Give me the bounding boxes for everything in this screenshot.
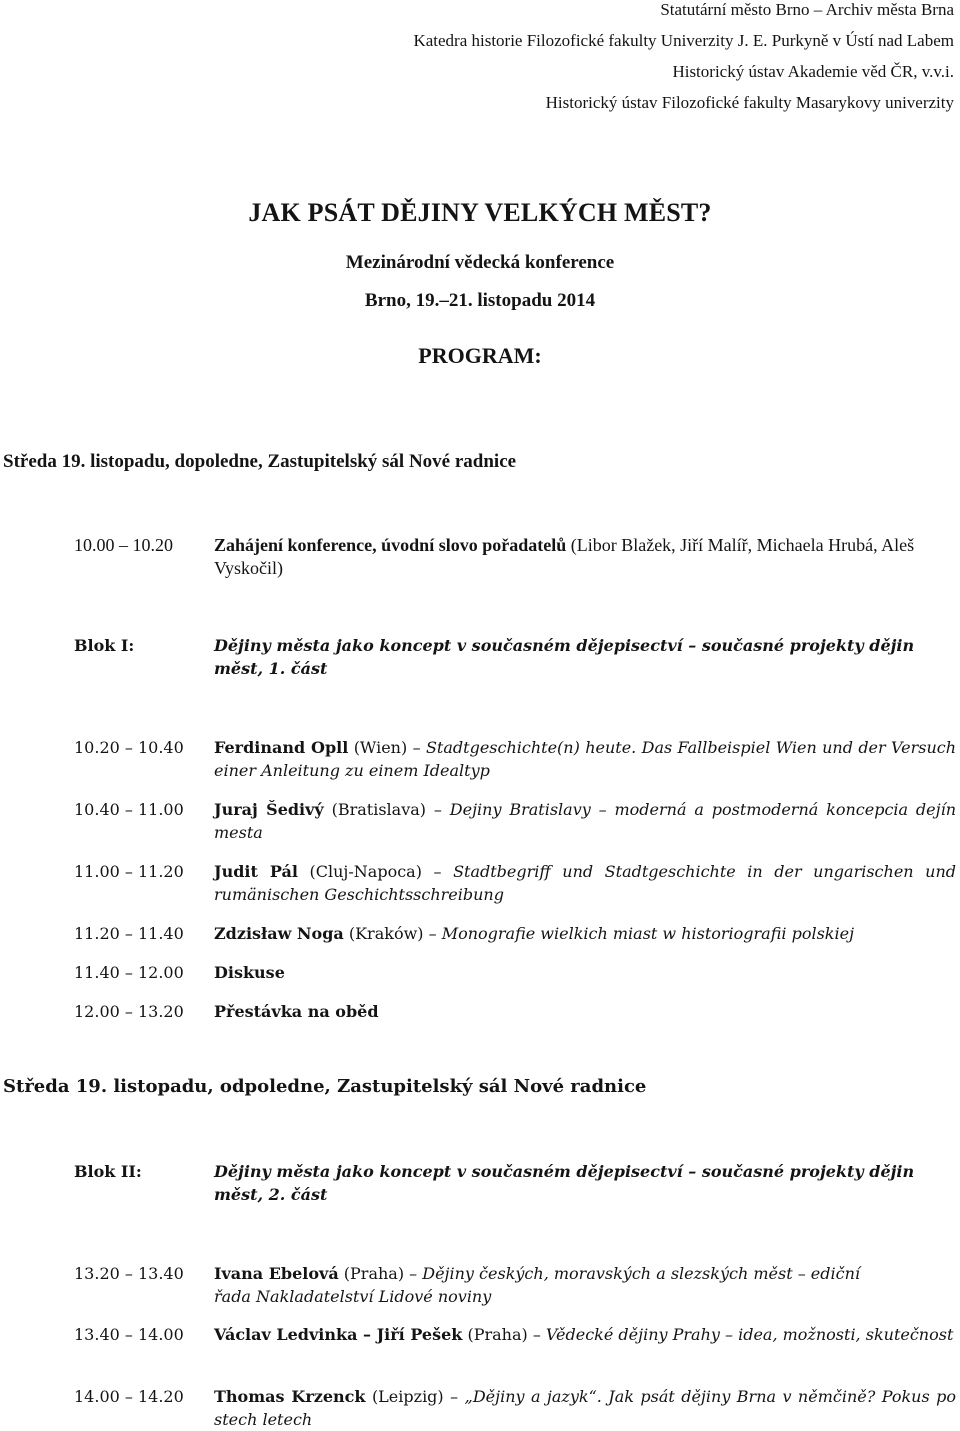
talk-speaker: Juraj Šedivý (214, 800, 324, 819)
talk-place: (Praha) (343, 1264, 405, 1283)
lunch-label: Přestávka na oběd (214, 1002, 379, 1021)
header-line-3: Historický ústav Akademie věd ČR, v.v.i. (672, 62, 954, 81)
talk-topic: „Dějiny a jazyk“. Jak psát dějiny Brna v němčině? Pokus po stech letech (214, 1387, 956, 1429)
talk-time: 13.20 – 13.40 (74, 1264, 184, 1283)
talk-time: 11.00 – 11.20 (74, 862, 184, 881)
talk-place: (Bratislava) (331, 800, 427, 819)
talk-place: (Cluj-Napoca) (309, 862, 422, 881)
talk-speaker: Zdzisław Noga (214, 924, 344, 943)
talk-description: Ferdinand Opll (Wien) – Stadtgeschichte(n) heute. Das Fallbeispiel Wien und der Versuch einer Anleitung zu einem Idealtyp (214, 738, 957, 780)
talk-description: Ivana Ebelová (Praha) – Dějiny českých, moravských a slezských měst – ediční řada Nakladatelství Lidové noviny (214, 1264, 861, 1306)
header-line-4: Historický ústav Filozofické fakulty Masarykovy univerzity (545, 93, 954, 112)
talk-description: Judit Pál (Cluj-Napoca) – Stadtbegriff und Stadtgeschichte in der ungarischen und rumänischen Geschichtsschreibung (214, 862, 956, 904)
block1-label: Blok I: (74, 636, 135, 655)
talk-topic: Monografie wielkich miast w historiografii polskiej (441, 924, 855, 943)
opening-description (214, 534, 956, 580)
talk-description: Václav Ledvinka – Jiří Pešek (Praha) – Vědecké dějiny Prahy – idea, možnosti, skutečnost (214, 1325, 954, 1344)
talk-time: 10.40 – 11.00 (74, 800, 184, 819)
talk-place: (Kraków) (348, 924, 424, 943)
talk-time: 14.00 – 14.20 (74, 1387, 184, 1406)
conference-title: JAK PSÁT DĚJINY VELKÝCH MĚST? (248, 198, 712, 227)
header-line-1: Statutární město Brno – Archiv města Brna (660, 0, 954, 19)
discussion-label: Diskuse (214, 963, 285, 982)
talk-topic: Vědecké dějiny Prahy – idea, možnosti, skutečnost (545, 1325, 954, 1344)
opening-time: 10.00 – 10.20 (74, 535, 173, 555)
conference-dateline: Brno, 19.–21. listopadu 2014 (364, 290, 596, 311)
talk-description: Juraj Šedivý (Bratislava) – Dejiny Bratislavy – moderná a postmoderná koncepcia dejín mesta (214, 800, 957, 842)
block2-label: Blok II: (74, 1162, 142, 1181)
header-line-2: Katedra historie Filozofické fakulty Univerzity J. E. Purkyně v Ústí nad Labem (413, 31, 954, 50)
discussion-time: 11.40 – 12.00 (74, 963, 184, 982)
talk-time: 10.20 – 10.40 (74, 738, 184, 757)
talk-place: (Wien) (353, 738, 408, 757)
talk-place: (Praha) (467, 1325, 528, 1344)
program-heading: PROGRAM: (418, 343, 542, 368)
opening-title: Zahájení konference, úvodní slovo pořadatelů (214, 535, 567, 555)
talk-topic: Stadtgeschichte(n) heute. Das Fallbeispiel Wien und der Versuch einer Anleitung zu einem Idealtyp (214, 738, 957, 780)
conference-subtitle: Mezinárodní vědecká konference (345, 252, 615, 273)
talk-place: (Leipzig) (371, 1387, 444, 1406)
talk-speaker: Václav Ledvinka – Jiří Pešek (214, 1325, 463, 1344)
day2-heading: Středa 19. listopadu, odpoledne, Zastupitelský sál Nové radnice (3, 1076, 647, 1097)
talk-speaker: Ferdinand Opll (214, 738, 349, 757)
opening-people: (Libor Blažek, Jiří Malíř, Michaela Hrubá, Aleš Vyskočil) (214, 535, 915, 578)
talk-speaker: Judit Pál (214, 862, 298, 881)
lunch-time: 12.00 – 13.20 (74, 1002, 184, 1021)
talk-time: 13.40 – 14.00 (74, 1325, 184, 1344)
talk-speaker: Thomas Krzenck (214, 1387, 366, 1406)
talk-time: 11.20 – 11.40 (74, 924, 184, 943)
talk-topic: Dejiny Bratislavy – moderná a postmoderná koncepcia dejín mesta (214, 800, 957, 842)
talk-description: Zdzisław Noga (Kraków) – Monografie wielkich miast w historiografii polskiej (214, 924, 855, 943)
talk-topic: Stadtbegriff und Stadtgeschichte in der ungarischen und rumänischen Geschichtsschreibung (214, 862, 956, 904)
talk-speaker: Ivana Ebelová (214, 1264, 339, 1283)
block1-title: Dějiny města jako koncept v současném dějepisectví – současné projekty dějin měst, 1. část (214, 636, 915, 678)
block2-title: Dějiny města jako koncept v současném dějepisectví – současné projekty dějin měst, 2. část (214, 1162, 915, 1204)
day1-heading: Středa 19. listopadu, dopoledne, Zastupitelský sál Nové radnice (3, 451, 517, 472)
talk-description: Thomas Krzenck (Leipzig) – „Dějiny a jazyk“. Jak psát dějiny Brna v němčině? Pokus po stech letech (214, 1387, 956, 1429)
talk-topic: Dějiny českých, moravských a slezských měst – ediční řada Nakladatelství Lidové noviny (214, 1264, 861, 1306)
